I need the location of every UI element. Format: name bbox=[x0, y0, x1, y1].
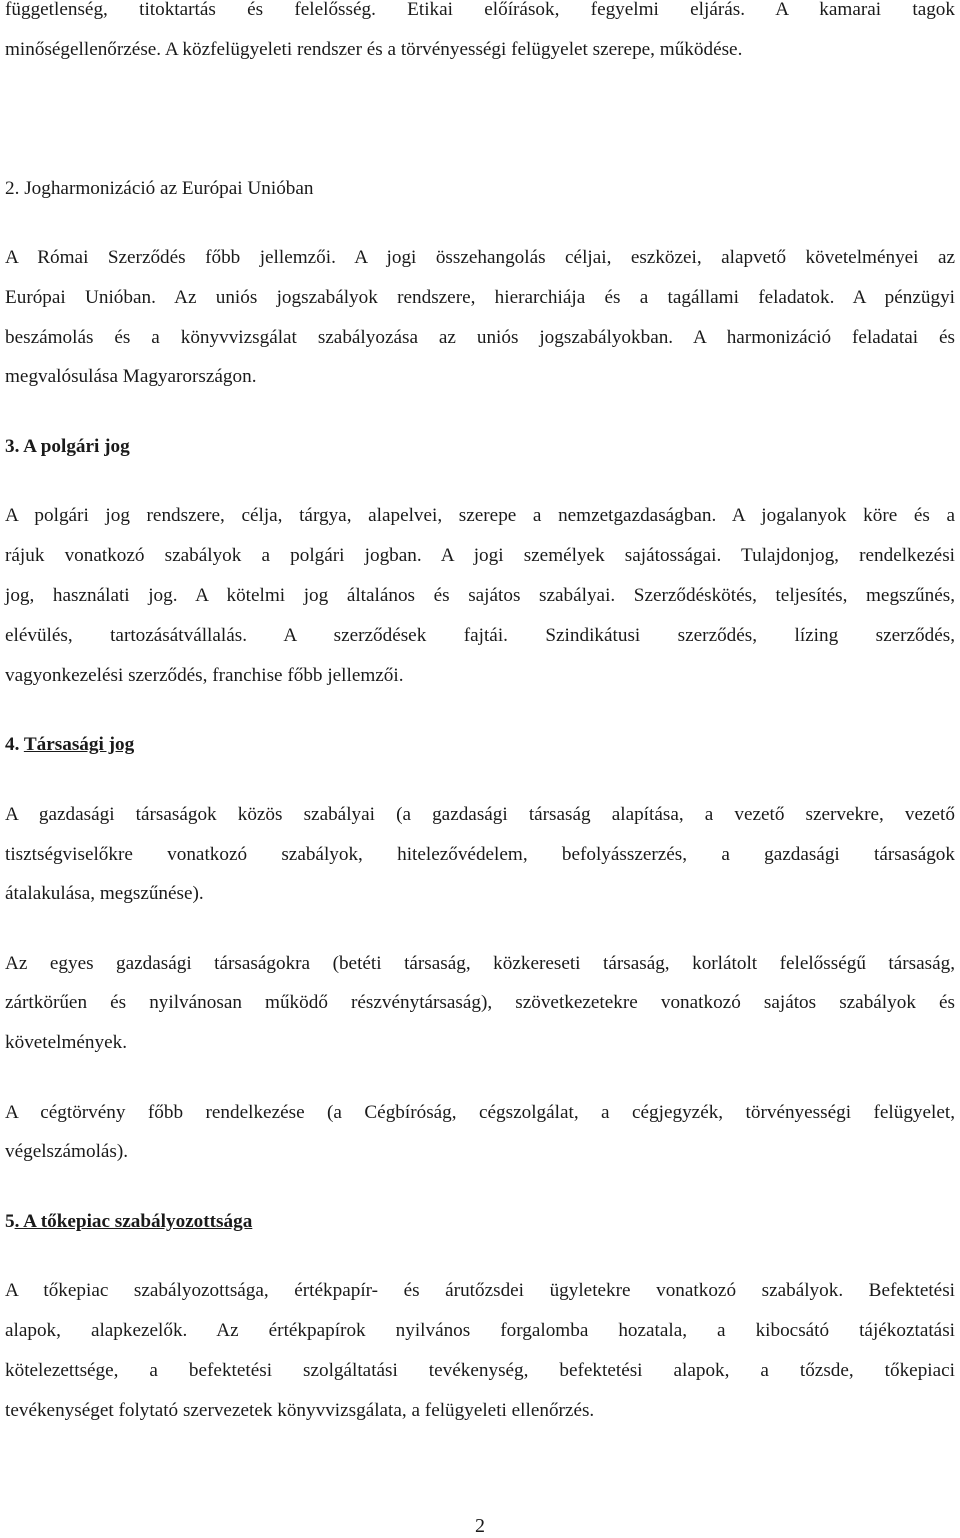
section-3-line: jog, használati jog. A kötelmi jog általános és sajátos szabályai. Szerződéskötés, teljesítés, megszűnés, bbox=[5, 585, 955, 606]
intro-line-2: minőségellenőrzése. A közfelügyeleti rendszer és a törvényességi felügyelet szerepe, működése. bbox=[5, 39, 743, 60]
section-4-para-3-line: végelszámolás). bbox=[5, 1141, 129, 1162]
section-3-heading: 3. A polgári jog bbox=[5, 436, 130, 457]
section-4-heading-number: 4. bbox=[5, 734, 24, 755]
section-4-para-1-line: A gazdasági társaságok közös szabályai (a gazdasági társaság alapítása, a vezető szervekre, vezető bbox=[5, 804, 955, 825]
page-number: 2 bbox=[475, 1515, 485, 1537]
section-3-line: A polgári jog rendszere, célja, tárgya, alapelvei, szerepe a nemzetgazdaságban. A jogalanyok köre és a bbox=[5, 505, 955, 526]
section-5-heading-title: . A tőkepiac szabályozottsága bbox=[14, 1211, 253, 1232]
section-2-line: Európai Unióban. Az uniós jogszabályok rendszere, hierarchiája és a tagállami feladatok. A pénzügyi bbox=[5, 287, 955, 308]
section-4-heading-title: Társasági jog bbox=[23, 734, 135, 755]
section-4-para-2-line: követelmények. bbox=[5, 1032, 128, 1053]
section-5-heading-number: 5 bbox=[5, 1211, 15, 1232]
section-4-heading bbox=[5, 733, 955, 757]
section-2-line: megvalósulása Magyarországon. bbox=[5, 366, 257, 387]
section-3-line: elévülés, tartozásátvállalás. A szerződések fajtái. Szindikátusi szerződés, lízing szerződés, bbox=[5, 625, 955, 646]
section-4-para-2-line: zártkörűen és nyilvánosan működő részvénytársaság), szövetkezetekre vonatkozó sajátos szabályok és bbox=[5, 992, 955, 1013]
section-5-line: A tőkepiac szabályozottsága, értékpapír- és árutőzsdei ügyletekre vonatkozó szabályok. Befektetési bbox=[5, 1280, 955, 1301]
section-4-para-3-line: A cégtörvény főbb rendelkezése (a Cégbíróság, cégszolgálat, a cégjegyzék, törvényességi felügyelet, bbox=[5, 1102, 955, 1123]
section-4-para-1-line: tisztségviselőkre vonatkozó szabályok, hitelezővédelem, befolyásszerzés, a gazdasági társaságok bbox=[5, 844, 955, 865]
section-5-line: tevékenységet folytató szervezetek könyvvizsgálata, a felügyeleti ellenőrzés. bbox=[5, 1400, 595, 1421]
section-4-para-2-line: Az egyes gazdasági társaságokra (betéti társaság, közkereseti társaság, korlátolt felelősségű társaság, bbox=[5, 953, 955, 974]
section-3-line: vagyonkezelési szerződés, franchise főbb jellemzői. bbox=[5, 665, 404, 686]
section-5-line: alapok, alapkezelők. Az értékpapírok nyilvános forgalomba hozatala, a kibocsátó tájékoztatási bbox=[5, 1320, 955, 1341]
section-3-line: rájuk vonatkozó szabályok a polgári jogban. A jogi személyek sajátosságai. Tulajdonjog, rendelkezési bbox=[5, 545, 955, 566]
intro-line-1: függetlenség, titoktartás és felelősség. Etikai előírások, fegyelmi eljárás. A kamarai tagok bbox=[5, 0, 955, 20]
section-2-line: beszámolás és a könyvvizsgálat szabályozása az uniós jogszabályokban. A harmonizáció feladatai és bbox=[5, 327, 955, 348]
section-5-line: kötelezettsége, a befektetési szolgáltatási tevékenység, befektetési alapok, a tőzsde, tőkepiaci bbox=[5, 1360, 955, 1381]
section-2-line: A Római Szerződés főbb jellemzői. A jogi összehangolás céljai, eszközei, alapvető követelményei az bbox=[5, 247, 955, 268]
section-2-heading: 2. Jogharmonizáció az Európai Unióban bbox=[5, 178, 314, 199]
section-4-para-1-line: átalakulása, megszűnése). bbox=[5, 883, 204, 904]
section-5-heading bbox=[5, 1210, 955, 1234]
